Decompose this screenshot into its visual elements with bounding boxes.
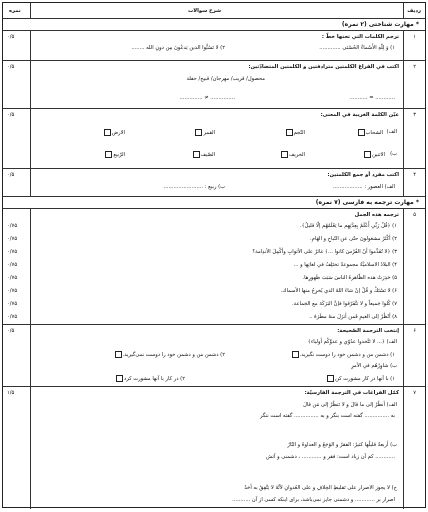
q2-number: ۲ [413, 64, 416, 70]
question-6 [3, 325, 425, 387]
section-title: * مهارت شناختی (۲ نمره) [341, 21, 419, 28]
q5-sentence-8: ۸) أنْظُرْ إلى الغيمِ فَمن أنزَلَ منهُ مطَرَهُ .. [309, 314, 397, 320]
row-header: ردیف [407, 8, 421, 14]
q3-b-opt-4[interactable]: الرّبيع [104, 151, 125, 158]
q5-title: ترجمه هذه الجمل [354, 212, 399, 218]
q5-score-2: ۰/۷۵ [7, 236, 18, 242]
q3-b-opt-3[interactable]: الصّيف [192, 151, 215, 158]
q5-sentence-4: ۴) البلادُ الاسلاميَّةُ مجموعةٌ تختَلِفُ في لغاتِها و ... [293, 262, 397, 268]
question-1 [3, 31, 425, 61]
question-2 [3, 61, 425, 109]
q3-number: ۳ [413, 112, 416, 118]
q5-score-4: ۰/۷۵ [7, 262, 18, 268]
q3-b-label: ب) [390, 151, 397, 157]
question-4 [3, 169, 425, 197]
q7-score: ۱/۵ [7, 390, 15, 396]
q6-question-a: الف) ﴿... لا تَتَّخذوا عدُوّي و عدوَّكُم أولياء﴾ [307, 339, 397, 345]
q6-b-option-1[interactable]: ۱) با آنها در کار مشورت کن [326, 375, 395, 382]
q6-number: ۶ [413, 328, 416, 334]
q5-score-1: ۰/۷۵ [7, 223, 18, 229]
q3-a-opt-2[interactable]: النّجم [285, 129, 305, 136]
q6-b-option-2[interactable]: ۲) در کار با آنها مشورت کرد [115, 375, 185, 382]
q5-score-7: ۰/۷۵ [7, 301, 18, 307]
checkbox-icon [281, 151, 288, 158]
q3-a-opt-4[interactable]: الارض [103, 129, 125, 136]
q2-synonym-line: ............ = ........... [349, 95, 395, 101]
q5-sentence-6: ۶) لا تَسْتَكْ و قُلْ إنْ شاءَ اللهُ الذي يُخرِجُ منها الأسماك. [280, 288, 397, 294]
q5-score-3: ۰/۷۵ [7, 249, 18, 255]
q6-a-option-1[interactable]: ۱) دشمن من و دشمن خود را دوست نگیرید. [291, 351, 395, 358]
checkbox-icon [364, 151, 371, 158]
q3-title: عيّن الكلمة الغريبة في المعنى: [320, 112, 399, 118]
checkbox-icon [327, 375, 334, 382]
q7-b-arabic: ب) أربعةٌ قليلُها كثيرٌ: الفقرُ و الوَجَعُ و العداوةُ و النّارُ [287, 442, 397, 448]
q7-a-arabic: الف) أنظُرْ إلى ما قالَ و لا تَنظُرْ إلى مَن قالَ [303, 402, 397, 408]
title-header: شرح سوالات [188, 8, 222, 14]
q3-a-opt-1[interactable]: الشحاب [357, 129, 383, 136]
q5-sentence-2: ۲) أكْثَرُ مشغولونَ حتّى عن النّباحِ و الهَامِ. [310, 236, 397, 242]
q5-score-6: ۰/۷۵ [7, 288, 18, 294]
checkbox-icon [115, 351, 122, 358]
q5-sentence-3: ۳) ﴿لا تُقَدِّموا أنْ الفُرْسَ كانوا ...﴾ غائرٌ على الأثوابِ وأكْمِلَ الأندِامة؟ [252, 249, 397, 255]
q7-c-arabic: ج) لا يجوز الاصرار على تَقليطِ الخِلافِ و على العُدوانِ لأنَّهُ لا يَتَّفِقُ به أحَدٌ [244, 485, 397, 491]
q2-score: ۰/۵ [7, 64, 15, 70]
checkbox-icon [105, 151, 112, 158]
q3-a-label: الف) [386, 129, 397, 135]
q1-item-2: ۲) لا تَسُبُّوا الذين يَدعُونَ مِن دونِ الله ........ [131, 45, 225, 51]
q5-number: ۵ [413, 212, 416, 218]
q3-b-opt-2[interactable]: الخريف [280, 151, 305, 158]
q7-c-persian: اصرار بر ............ و دشمنی جایز نمی‌باشد، برای اینکه کسی از آن ........... [232, 497, 395, 503]
q7-a-persian: به ............... گفته است بنگر و به ............... گفته است ننگر [259, 413, 395, 419]
question-7 [3, 387, 425, 509]
q2-word-bank: محصول/ قريب/ مهرجان/ قبيح/ حفلة [186, 76, 265, 82]
header-row [3, 3, 425, 19]
score-header: نمره [9, 8, 21, 14]
checkbox-icon [286, 129, 293, 136]
q4-score: ۰/۵ [7, 172, 15, 178]
q1-number: ۱ [413, 34, 416, 40]
q2-antonym-line: ............... ≠ .............. [179, 95, 235, 101]
q5-sentence-5: ۵) حَذِرَتْ هذه الظّاهرةُ الناسَ سَبَبَ ظَهورِها. [302, 275, 397, 281]
q7-number: ۷ [413, 390, 416, 396]
checkbox-icon [195, 129, 202, 136]
q1-title: ترجم الكلمات التي تحتها خطّ : [321, 34, 399, 40]
q4-number: ۴ [413, 172, 416, 178]
q3-b-opt-1[interactable]: الاثنين [363, 151, 385, 158]
q5-sentence-7: ۷) كُلوا جَميعاً و لا تتَّفَرّقوا فإنَّ البَرَكَةَ مع الجَماعة. [292, 301, 397, 307]
question-5 [3, 209, 425, 325]
q2-title: اكتب في الفراغ الكلمتين مترادفتين و الكلمتين المتضادّتين: [248, 64, 399, 70]
q6-score: ۰/۵ [7, 328, 15, 334]
q4-item-a: الف) العصور : .................. [333, 184, 395, 190]
checkbox-icon [358, 129, 365, 136]
q6-a-option-2[interactable]: ۲) دشمن من و دشمن خود را دوست نمی‌گیرید. [114, 351, 225, 358]
q7-title: كمّل الفراغات في الترجمة الفارسيّة: [304, 390, 399, 396]
q5-score-5: ۰/۷۵ [7, 275, 18, 281]
q3-a-opt-3[interactable]: القمر [194, 129, 215, 136]
checkbox-icon [116, 375, 123, 382]
q1-item-1: ۱) وَ لِلّهِ الأَسْماءُ الحُسْنَى ............. [319, 45, 395, 51]
question-3 [3, 109, 425, 169]
q6-question-b: ب) شاوِرْهُم في الأمرِ [351, 363, 397, 369]
checkbox-icon [193, 151, 200, 158]
exam-sheet [2, 2, 426, 508]
q4-item-b: ب) ربيع : ........................ [163, 184, 225, 190]
checkbox-icon [292, 351, 299, 358]
q4-title: اكتب مفرد أو جمع الكلمتين: [327, 172, 399, 178]
q1-score: ۰/۵ [7, 34, 15, 40]
section-translation [3, 197, 425, 209]
section-cognitive [3, 19, 425, 31]
section-title: * مهارت ترجمه به فارسی (۷ نمره) [315, 199, 419, 206]
q5-sentence-1: ۱) ﴿قُلْ رَبِّي أَعْلَمُ بِعِدَّتِهِم ما يَعْلَمُهُم إلّا قليلٌ﴾. [299, 223, 397, 229]
checkbox-icon [104, 129, 111, 136]
q6-title: إنتخب الترجمة الصّحيحة: [337, 328, 399, 334]
q5-score-8: ۰/۷۵ [7, 314, 18, 320]
q3-score: ۰/۵ [7, 112, 15, 118]
q7-b-persian: ............ کم آن زیاد است: فقر و ............ ، دشمنی و آتش [265, 454, 395, 460]
